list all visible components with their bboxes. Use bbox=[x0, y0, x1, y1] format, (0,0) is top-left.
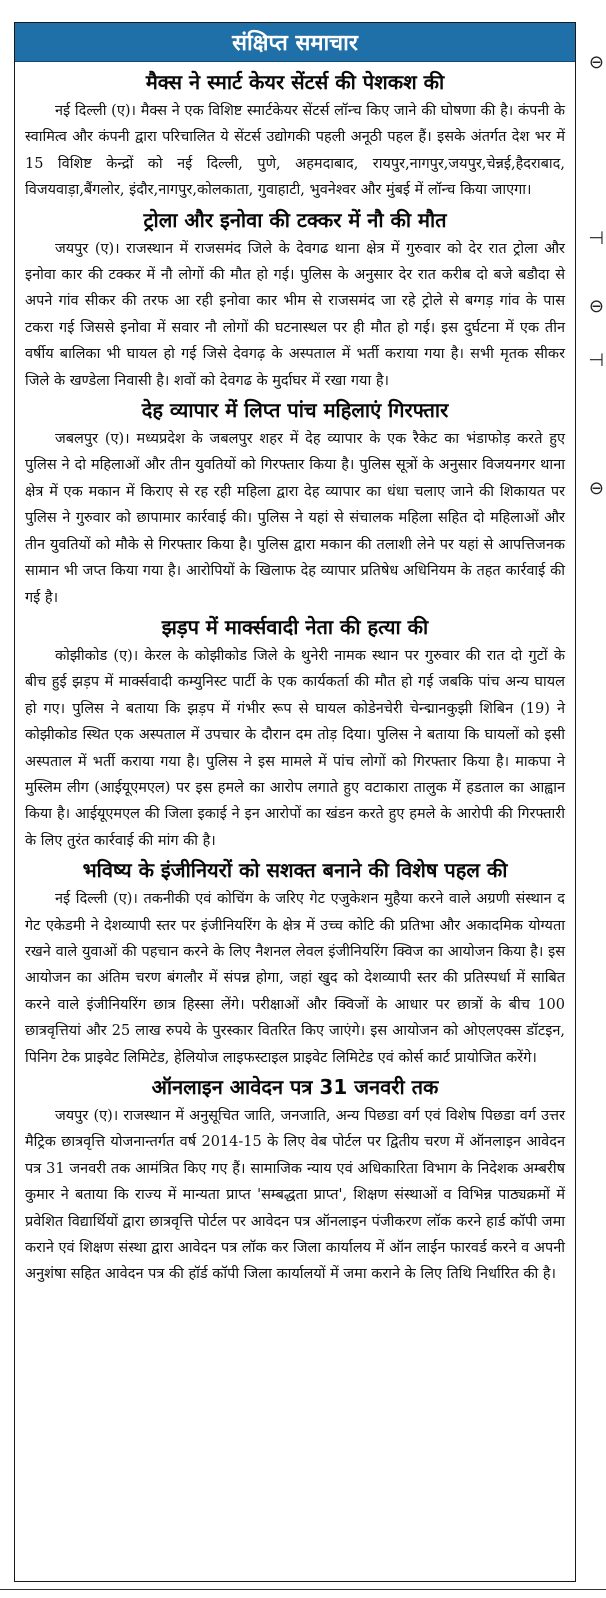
article-dateline: जबलपुर (ए)। bbox=[55, 431, 130, 448]
article-trola-innova-crash bbox=[25, 206, 565, 394]
crop-mark-icon: ⊖ bbox=[588, 296, 604, 317]
article-body bbox=[25, 1103, 565, 1288]
article-body bbox=[25, 98, 565, 204]
crop-mark-icon: ⊣ bbox=[588, 350, 604, 371]
news-brief-column bbox=[14, 22, 576, 1582]
article-jabalpur-arrest bbox=[25, 396, 565, 611]
article-engineers-initiative bbox=[25, 856, 565, 1071]
article-text: मध्यप्रदेश के जबलपुर शहर में देह व्यापार के एक रैकेट का भंडाफोड़ करते हुए पुलिस ने दो महिलाओं और तीन युवतियों को गिरफ्तार किया है। पुलिस सूत्रों के अनुसार विजयनगर थाना क्षेत्र में एक मकान में किराए से रह रही महिला द्वारा देह व्यापार का धंधा चलाए जाने की शिकायत पर पुलिस ने गुरुवार को छापामार कार्रवाई की। पुलिस ने यहां से संचालक महिला सहित दो महिलाओं और तीन युवतियों को मौके से गिरफ्तार किया है। पुलिस द्वारा मकान की तलाशी लेने पर यहां से आपत्तिजनक सामान भी जप्त किया गया है। आरोपियों के खिलाफ देह व्यापार प्रतिषेध अधिनियम के तहत कार्रवाई की गई है। bbox=[25, 431, 566, 606]
article-text: केरल के कोझीकोड जिले के थुनेरी नामक स्थान पर गुरुवार की रात दो गुटों के बीच हुई झड़प में मार्क्सवादी कम्युनिस्ट पार्टी के एक कार्यकर्ता की मौत हो गई जबकि पांच अन्य घायल हो गए। पुलिस ने बताया कि झड़प में गंभीर रूप से घायल कोडेनचेरी चेन्द्मानकुझी शिबिन (19) ने कोझीकोड स्थित एक अस्पताल में उपचार के दौरान दम तोड़ दिया। पुलिस ने बताया कि घायलों को इसी अस्पताल में भर्ती कराया गया है। पुलिस ने इस मामले में पांच लोगों को गिरफ्तार किया है। माकपा ने मुस्लिम लीग (आईयूएमएल) पर इस हमले का आरोप लगाते हुए वटाकारा तालुक में हडताल का आह्वान किया है। आईयूएमएल की जिला इकाई ने इन आरोपों का खंडन करते हुए हमले के आरोपी की गिरफ्तारी के लिए तुरंत कार्रवाई की मांग की है। bbox=[25, 647, 565, 849]
crop-mark-icon: ⊖ bbox=[588, 52, 604, 73]
article-headline: भविष्य के इंजीनियरों को सशक्त बनाने की विशेष पहल की bbox=[82, 858, 508, 883]
article-text: तकनीकी एवं कोचिंग के जरिए गेट एजुकेशन मुहैया करने वाले अग्रणी संस्थान द गेट एकेडमी ने देशव्यापी स्तर पर इंजीनियरिंग के क्षेत्र में उच्च कोटि की प्रतिभा और अकादमिक योग्यता रखने वाले युवाओं की पहचान करने के लिए नैशनल लेवल इंजीनियरिंग क्विज का आयोजन किया है। इस आयोजन का अंतिम चरण बंगलौर में संपन्न होगा, जहां खुद को देशव्यापी स्तर की प्रतिस्पर्धा में साबित करने वाले इंजीनियरिंग छात्र हिस्सा लेंगे। परीक्षाओं और क्विजों के आधार पर छात्रों के बीच 100 छात्रवृत्तियां और 25 लाख रुपये के पुरस्कार वितरित किए जाएंगे। इस आयोजन को ओएलएक्स डॉटइन, पिनिग टेक प्राइवेट लिमिटेड, हेलियोज लाइफस्टाइल प्राइवेट लिमिटेड एवं कोर्स कार्ट प्रायोजित करेंगे। bbox=[25, 891, 566, 1066]
crop-mark-icon: ⊖ bbox=[588, 478, 604, 499]
crop-mark-icon: ⊣ bbox=[588, 228, 604, 249]
article-body bbox=[25, 236, 565, 394]
article-headline: झड़प में मार्क्सवादी नेता की हत्या की bbox=[161, 614, 429, 639]
article-dateline: कोझीकोड (ए)। bbox=[55, 647, 139, 664]
article-dateline: जयपुर (ए)। bbox=[55, 240, 120, 257]
article-dateline: जयपुर (ए)। bbox=[55, 1108, 119, 1124]
article-headline: ट्रोला और इनोवा की टक्कर में नौ की मौत bbox=[143, 207, 447, 232]
section-title: संक्षिप्त समाचार bbox=[232, 31, 358, 56]
article-text: मैक्स ने एक विशिष्ट स्मार्टकेयर सेंटर्स लॉन्च किए जाने की घोषणा की है। कंपनी के स्वामित्व और कंपनी द्वारा परिचालित ये सेंटर्स उद्योगकी पहली अनूठी पहल हैं। इसके अंतर्गत देश भर में 15 विशिष्ट केन्द्रों को नई दिल्ली, पुणे, अहमदाबाद, रायपुर,नागपुर,जयपुर,चेन्नई,हैदराबाद, विजयवाड़ा,बैंगलोर, इंदौर,नागपुर,कोलकाता, गुवाहाटी, भुवनेश्वर और मुंबई में लॉन्च किया जाएगा। bbox=[25, 103, 566, 199]
article-list bbox=[15, 62, 575, 1288]
article-headline: देह व्यापार में लिप्त पांच महिलाएं गिरफ्तार bbox=[141, 398, 449, 423]
article-body bbox=[25, 886, 565, 1071]
article-headline: ऑनलाइन आवेदन पत्र 31 जनवरी तक bbox=[151, 1075, 439, 1099]
article-max-smart-care bbox=[25, 68, 565, 204]
article-headline: मैक्स ने स्मार्ट केयर सेंटर्स की पेशकश की bbox=[145, 70, 445, 94]
article-dateline: नई दिल्ली (ए)। bbox=[55, 891, 138, 908]
article-text: राजस्थान में राजसमंद जिले के देवगढ थाना क्षेत्र में गुरुवार को देर रात ट्रोला और इनोवा कार की टक्कर में नौ लोगों की मौत हो गई। पुलिस के अनुसार देर रात करीब दो बजे बडौदा से अपने गांव सीकर की तरफ आ रही इनोवा कार भीम से राजसमंद जा रहे ट्रोले से बग्गड़ गांव के पास टकरा गई जिससे इनोवा में सवार नौ लोगों की घटनास्थल पर ही मौत हो गई। इस दुर्घटना में एक तीन वर्षीय बालिका भी घायल हो गई जिसे देवगढ़ के अस्पताल में भर्ती कराया गया है। सभी मृतक सीकर जिले के खण्डेला निवासी है। शवों को देवगढ के मुर्दाघर में रखा गया है। bbox=[25, 240, 565, 389]
article-online-application bbox=[25, 1073, 565, 1288]
article-dateline: नई दिल्ली (ए)। bbox=[55, 103, 137, 119]
article-body bbox=[25, 643, 565, 854]
article-text: राजस्थान में अनुसूचित जाति, जनजाति, अन्य पिछडा वर्ग एवं विशेष पिछडा वर्ग उत्तर मैट्रिक छात्रवृत्ति योजनान्तर्गत वर्ष 2014-15 के लिए वेब पोर्टल पर द्वितीय चरण में ऑनलाइन आवेदन पत्र 31 जनवरी तक आमंत्रित किए गए हैं। सामाजिक न्याय एवं अधिकारिता विभाग के निदेशक अम्बरीष कुमार ने बताया कि राज्य में मान्यता प्राप्त 'सम्बद्धता प्राप्त', शिक्षण संस्थाओं व विभिन्न पाठ्यक्रमों में प्रवेशित विद्यार्थियों द्वारा छात्रवृत्ति पोर्टल पर आवेदन पत्र ऑनलाइन पंजीकरण लॉक करने हार्ड कॉपी जमा कराने एवं शिक्षण संस्था द्वारा आवेदन पत्र लॉक कर जिला कार्यालय में ऑन लाईन फारवर्ड करने व अपनी अनुशंषा सहित आवेदन पत्र की हॉर्ड कॉपी जिला कार्यालयों में जमा कराने के लिए तिथि निर्धारित की है। bbox=[25, 1108, 566, 1283]
article-body bbox=[25, 426, 565, 611]
bottom-rule bbox=[0, 1589, 606, 1590]
adjacent-column-edge bbox=[578, 0, 606, 1598]
article-kozhikode-clash bbox=[25, 613, 565, 854]
section-banner bbox=[15, 23, 575, 62]
